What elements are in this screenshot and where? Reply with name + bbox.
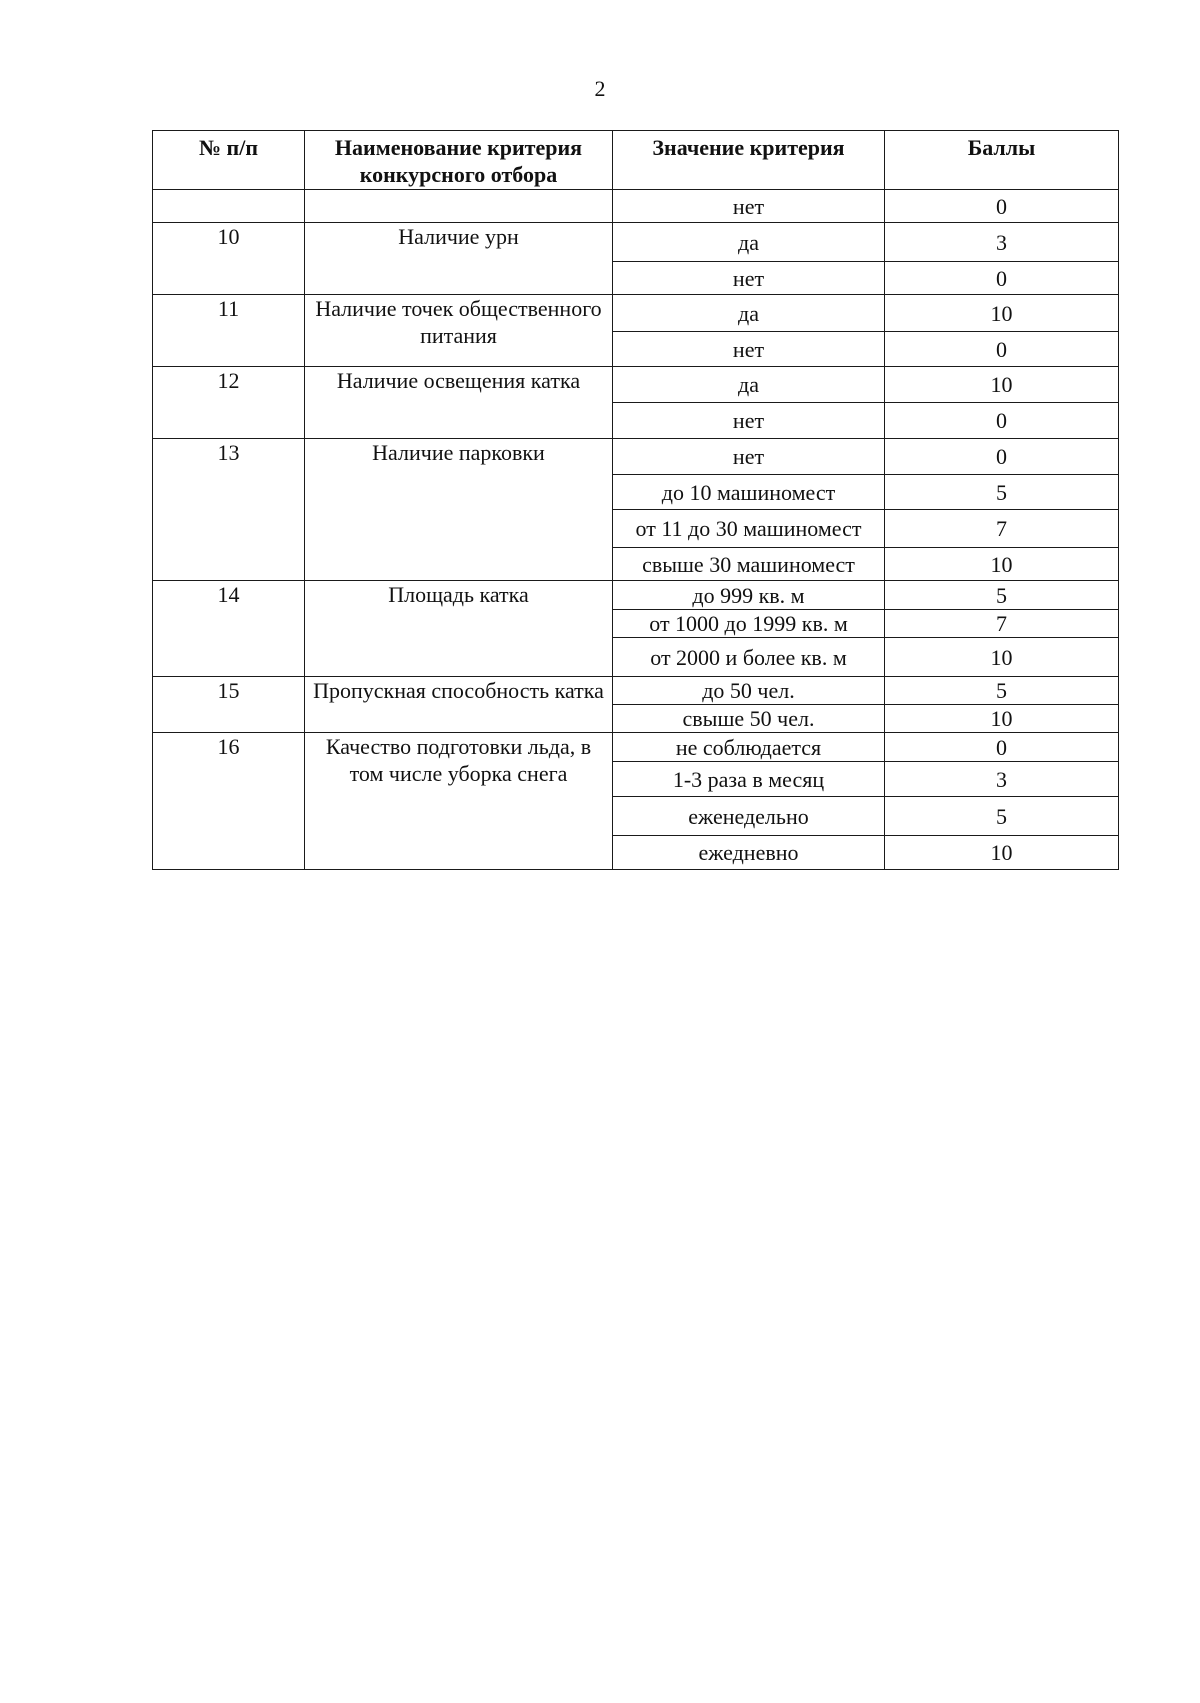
cell-criterion-value: да xyxy=(613,367,885,403)
cell-criterion-name: Площадь катка xyxy=(305,581,613,677)
table-body xyxy=(153,190,1119,870)
header-points: Баллы xyxy=(885,131,1119,190)
cell-num: 14 xyxy=(153,581,305,677)
cell-criterion-value: свыше 30 машиномест xyxy=(613,548,885,581)
cell-points: 5 xyxy=(885,797,1119,836)
cell-criterion-value: да xyxy=(613,295,885,332)
cell-points: 0 xyxy=(885,332,1119,367)
cell-criterion-value: нет xyxy=(613,332,885,367)
cell-num: 10 xyxy=(153,223,305,295)
cell-criterion-value: до 999 кв. м xyxy=(613,581,885,610)
cell-points: 5 xyxy=(885,475,1119,510)
cell-criterion-value: нет xyxy=(613,190,885,223)
cell-points: 5 xyxy=(885,677,1119,705)
criteria-table xyxy=(152,130,1119,870)
cell-points: 3 xyxy=(885,223,1119,262)
cell-criterion-value: от 1000 до 1999 кв. м xyxy=(613,610,885,638)
table-row xyxy=(153,223,1119,262)
cell-points: 0 xyxy=(885,190,1119,223)
cell-criterion-value: еженедельно xyxy=(613,797,885,836)
cell-criterion-value: да xyxy=(613,223,885,262)
cell-num: 12 xyxy=(153,367,305,439)
cell-criterion-value: ежедневно xyxy=(613,836,885,870)
cell-criterion-value: до 50 чел. xyxy=(613,677,885,705)
header-criterion-value: Значение критерия xyxy=(613,131,885,190)
table-row xyxy=(153,295,1119,332)
table-row xyxy=(153,581,1119,610)
table-header-row xyxy=(153,131,1119,190)
cell-points: 7 xyxy=(885,610,1119,638)
cell-points: 0 xyxy=(885,439,1119,475)
cell-criterion-name: Наличие освещения катка xyxy=(305,367,613,439)
cell-criterion-name xyxy=(305,190,613,223)
header-num: № п/п xyxy=(153,131,305,190)
cell-points: 7 xyxy=(885,510,1119,548)
table-row xyxy=(153,190,1119,223)
cell-criterion-name: Пропускная способность катка xyxy=(305,677,613,733)
cell-criterion-value: до 10 машиномест xyxy=(613,475,885,510)
cell-num: 16 xyxy=(153,733,305,870)
cell-criterion-value: нет xyxy=(613,403,885,439)
cell-criterion-name: Наличие точек общественного питания xyxy=(305,295,613,367)
cell-criterion-value: нет xyxy=(613,262,885,295)
cell-points: 0 xyxy=(885,262,1119,295)
cell-criterion-value: от 11 до 30 машиномест xyxy=(613,510,885,548)
cell-criterion-value: нет xyxy=(613,439,885,475)
table-row xyxy=(153,367,1119,403)
cell-points: 0 xyxy=(885,733,1119,762)
cell-points: 10 xyxy=(885,367,1119,403)
cell-points: 5 xyxy=(885,581,1119,610)
cell-points: 10 xyxy=(885,705,1119,733)
cell-points: 10 xyxy=(885,836,1119,870)
cell-points: 10 xyxy=(885,295,1119,332)
table-row xyxy=(153,733,1119,762)
cell-criterion-name: Наличие урн xyxy=(305,223,613,295)
cell-num: 15 xyxy=(153,677,305,733)
cell-criterion-name: Качество подготовки льда, в том числе уборка снега xyxy=(305,733,613,870)
cell-num: 11 xyxy=(153,295,305,367)
cell-num xyxy=(153,190,305,223)
header-criterion-name: Наименование критерия конкурсного отбора xyxy=(305,131,613,190)
cell-criterion-value: не соблюдается xyxy=(613,733,885,762)
page-number: 2 xyxy=(594,76,606,101)
cell-criterion-value: от 2000 и более кв. м xyxy=(613,638,885,677)
cell-criterion-value: свыше 50 чел. xyxy=(613,705,885,733)
cell-points: 10 xyxy=(885,548,1119,581)
cell-criterion-value: 1-3 раза в месяц xyxy=(613,762,885,797)
table-row xyxy=(153,439,1119,475)
cell-criterion-name: Наличие парковки xyxy=(305,439,613,581)
table-row xyxy=(153,677,1119,705)
cell-points: 3 xyxy=(885,762,1119,797)
cell-points: 10 xyxy=(885,638,1119,677)
cell-points: 0 xyxy=(885,403,1119,439)
cell-num: 13 xyxy=(153,439,305,581)
